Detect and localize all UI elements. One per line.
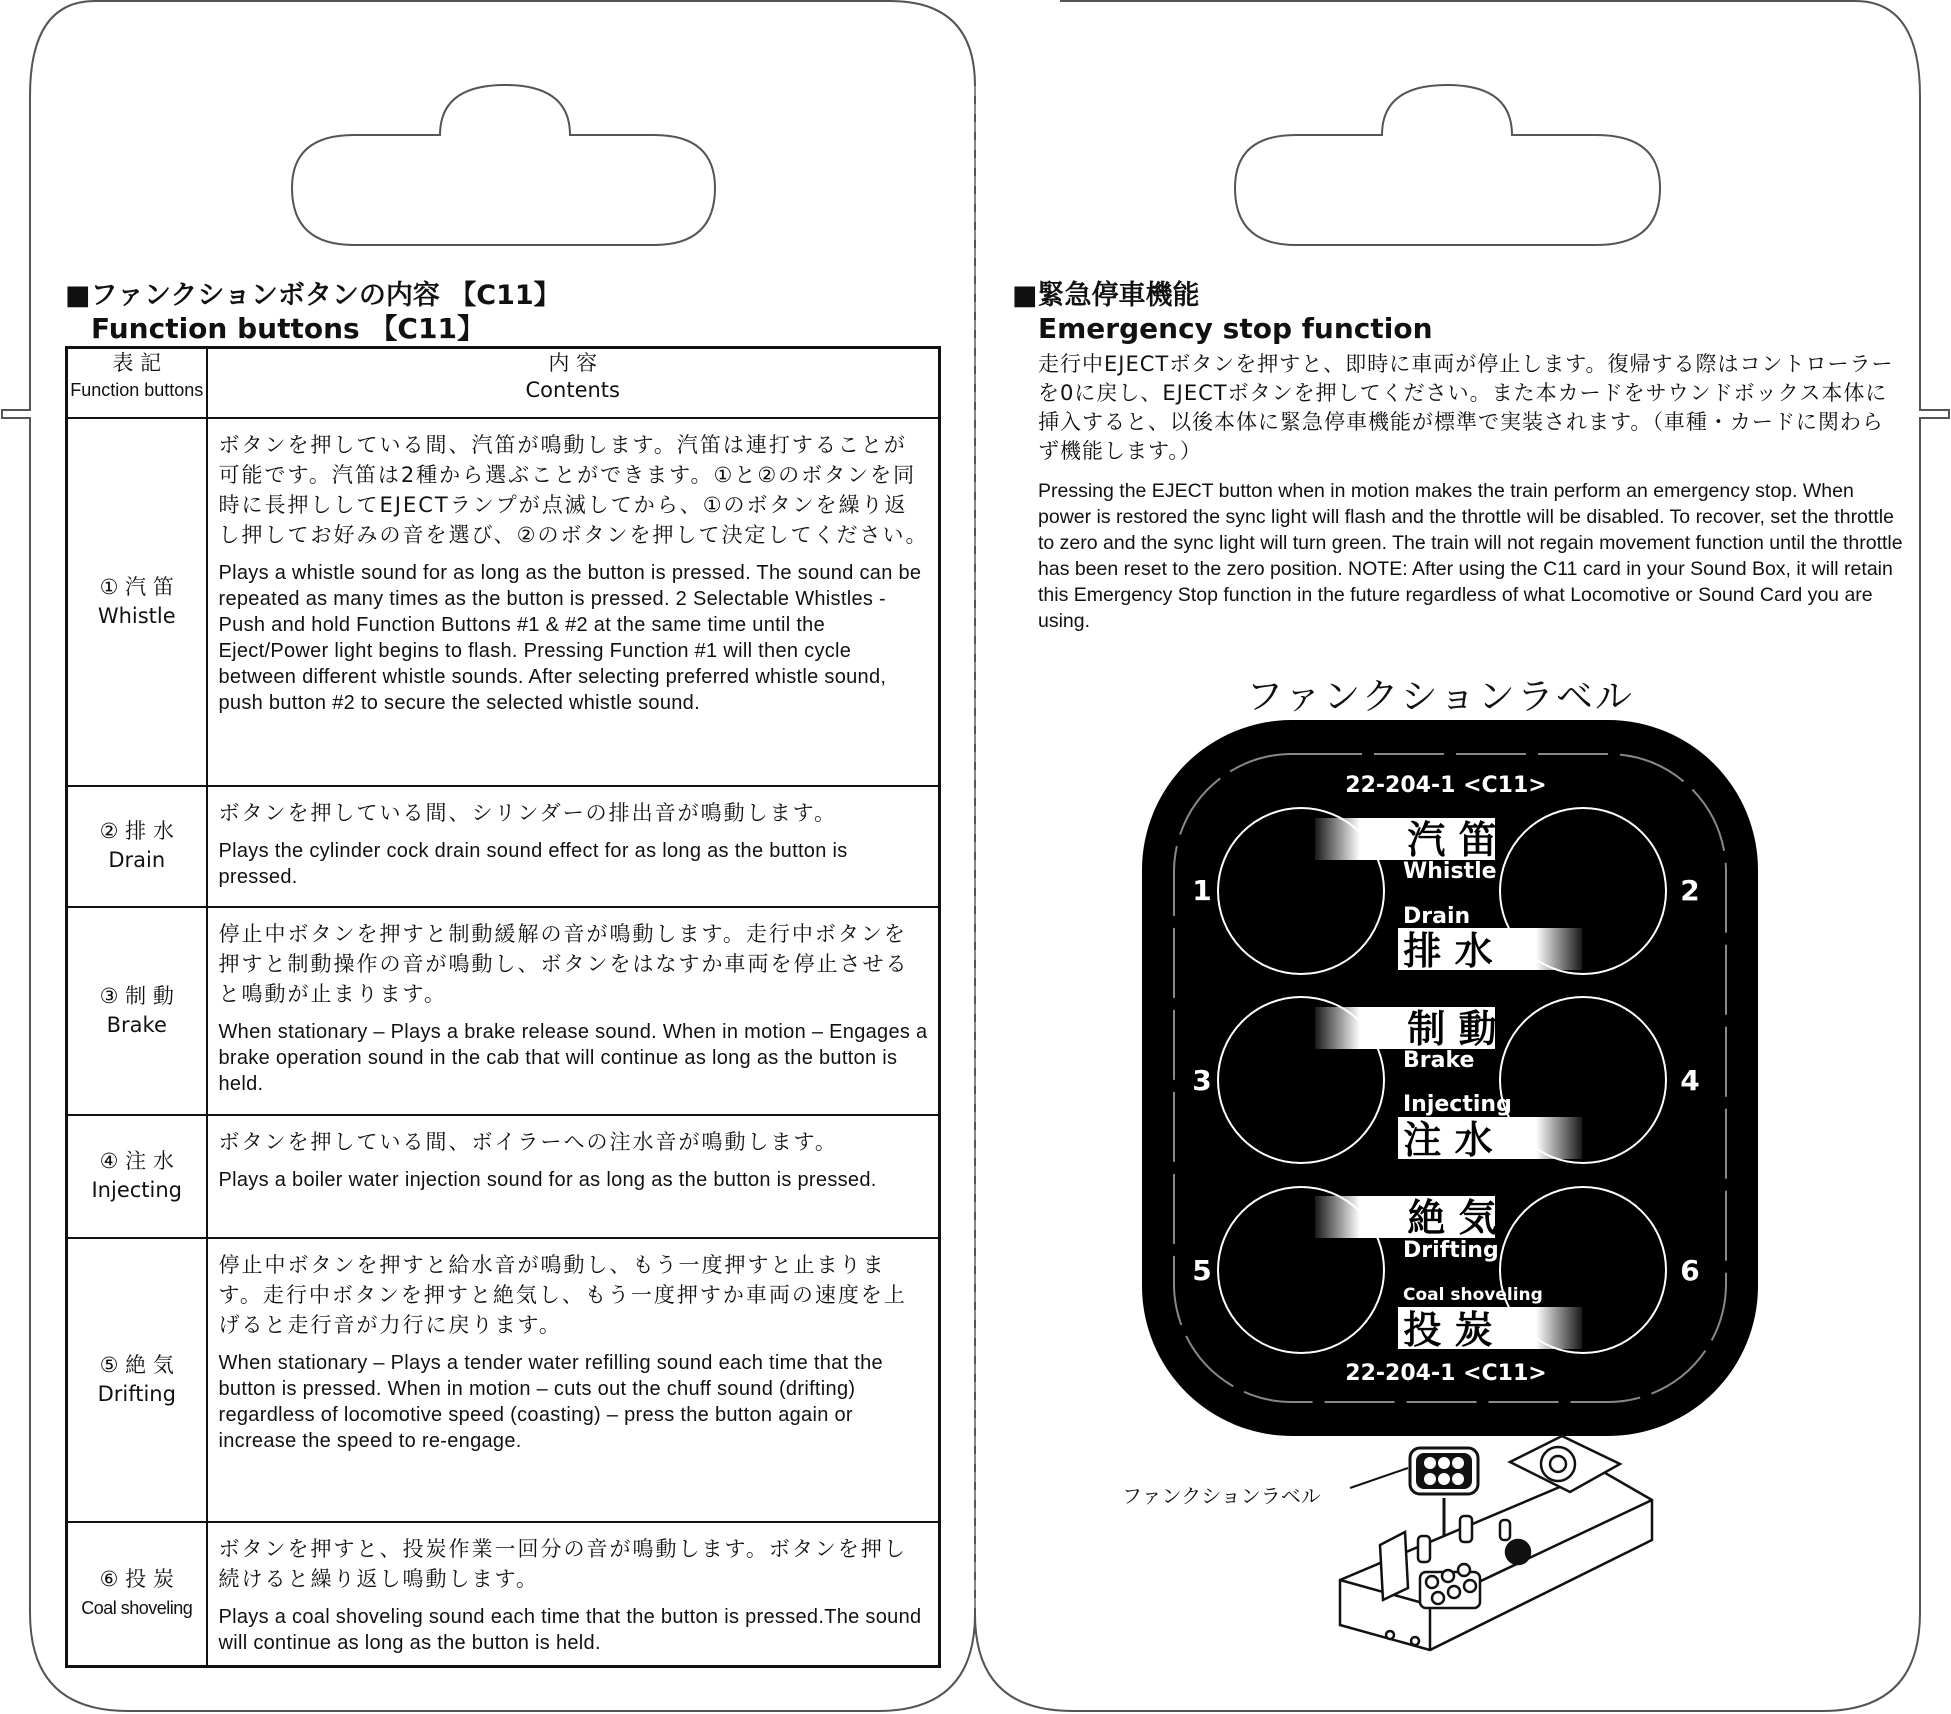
- table-row: [67, 418, 940, 786]
- label-en: Brake: [106, 1012, 167, 1037]
- row-label: [67, 1238, 207, 1522]
- label-jp: ② 排 水: [99, 819, 174, 843]
- button-number-6: 6: [1680, 1254, 1700, 1287]
- table-row: [67, 1238, 940, 1522]
- tag-kanji: 絶 気: [1407, 1196, 1497, 1240]
- table-row: [67, 1115, 940, 1238]
- table-row: [67, 907, 940, 1115]
- contents-en: Plays a boiler water injection sound for as long as the button is pressed.: [218, 1168, 877, 1191]
- row-label: [67, 786, 207, 907]
- tag-en: Coal shoveling: [1403, 1285, 1543, 1305]
- tag-kanji: 注 水: [1403, 1118, 1493, 1162]
- tag-en: Whistle: [1403, 859, 1497, 884]
- label-jp: ⑥ 投 炭: [99, 1566, 174, 1591]
- row-contents: [207, 786, 940, 907]
- row-contents: [207, 1522, 940, 1667]
- label-jp: ④ 注 水: [99, 1149, 174, 1173]
- contents-jp: ボタンを押している間、シリンダーの排出音が鳴動します。: [218, 800, 837, 825]
- contents-en: When stationary – Plays a tender water refilling sound each time that the button is pressed. When in motion – cuts out the chuff sound (drifting) regardless of locomotive speed (coasting) – press the button again or increase the speed to re-engage.: [218, 1351, 883, 1452]
- small-label-sticker: [1410, 1448, 1478, 1494]
- function-buttons-section: [65, 280, 561, 346]
- emergency-stop-section: [1012, 280, 1433, 346]
- button-number-1: 1: [1192, 874, 1212, 907]
- label-en: Drifting: [97, 1381, 176, 1406]
- contents-jp: ボタンを押している間、汽笛が鳴動します。汽笛は連打することが可能です。汽笛は2種から選ぶことができます。①と②のボタンを同時に長押ししてEJECTランプが点滅してから、①のボタンを繰り返し押してお好みの音を選び、②のボタンを押して決定してください。: [218, 432, 929, 547]
- emergency-heading-jp: ■緊急停車機能: [1012, 280, 1200, 311]
- emergency-text-en: Pressing the EJECT button when in motion makes the train perform an emergency stop. When power is restored the sync light will flash and the throttle will be disabled. To recover, set the throttle to zero and the sync light will turn green. The train will not regain movement function until the throttle has been reset to the zero position. NOTE: After using the C11 card in your Sound Box, it will retain this Emergency Stop function in the future regardless of what Locomotive or Sound Card you are using.: [1038, 480, 1903, 632]
- label-en: Coal shoveling: [81, 1597, 193, 1618]
- header-notation: [67, 348, 207, 418]
- header-contents-jp: 内 容: [548, 351, 598, 375]
- tag-en: Drifting: [1403, 1238, 1499, 1263]
- contents-jp: 停止中ボタンを押すと給水音が鳴動し、もう一度押すと止まります。走行中ボタンを押すと絶気し、もう一度押すか車両の速度を上げると走行音が力行に戻ります。: [218, 1252, 907, 1337]
- function-label-leader-text: ファンクションラベル: [1122, 1484, 1321, 1508]
- label-jp: ③ 制 動: [99, 983, 174, 1008]
- contents-en: When stationary – Plays a brake release sound. When in motion – Engages a brake operation sound in the cab that will continue as long as the button is held.: [218, 1020, 928, 1095]
- emergency-heading-en: Emergency stop function: [1038, 312, 1433, 345]
- tag-en: Brake: [1403, 1048, 1475, 1073]
- header-notation-jp: 表 記: [112, 351, 162, 375]
- button-number-3: 3: [1192, 1064, 1212, 1097]
- function-label-title: ファンクションラベル: [1246, 675, 1634, 718]
- contents-jp: 停止中ボタンを押すと制動緩解の音が鳴動します。走行中ボタンを押すと制動操作の音が鳴動し、ボタンをはなすか車両を停止させると鳴動が止まります。: [218, 921, 909, 1006]
- label-code-bottom: 22-204-1 <C11>: [1345, 1361, 1547, 1386]
- row-contents: [207, 1238, 940, 1522]
- label-code-top: 22-204-1 <C11>: [1345, 773, 1547, 798]
- function-buttons-heading-en: Function buttons 【C11】: [91, 312, 485, 345]
- sound-box-device: [1340, 1436, 1652, 1650]
- row-label: [67, 1115, 207, 1238]
- table-row: [67, 786, 940, 907]
- tag-kanji: 排 水: [1403, 929, 1493, 973]
- row-label: [67, 1522, 207, 1667]
- contents-en: Plays the cylinder cock drain sound effect for as long as the button is pressed.: [218, 839, 848, 888]
- header-notation-en: Function buttons: [70, 380, 204, 400]
- row-contents: [207, 418, 940, 786]
- tag-en: Drain: [1403, 904, 1471, 929]
- contents-en: Plays a coal shoveling sound each time that the button is pressed.The sound will continue as long as the button is held.: [218, 1605, 922, 1654]
- tag-kanji: 汽 笛: [1407, 818, 1497, 862]
- contents-en: Plays a whistle sound for as long as the button is pressed. The sound can be repeated as many times as the button is pressed. 2 Selectable Whistles - Push and hold Function Buttons #1 & #2 at the same time until the Eject/Power light begins to flash. Pressing Function #1 will then cycle between different whistle sounds. After selecting preferred whistle sound, push button #2 to secure the selected whistle sound.: [218, 561, 922, 714]
- contents-jp: ボタンを押すと、投炭作業一回分の音が鳴動します。ボタンを押し続けると繰り返し鳴動します。: [218, 1536, 907, 1591]
- function-buttons-heading-jp: ■ファンクションボタンの内容 【C11】: [65, 280, 561, 311]
- label-en: Whistle: [97, 603, 176, 628]
- contents-jp: ボタンを押している間、ボイラーへの注水音が鳴動します。: [218, 1129, 838, 1154]
- label-jp: ① 汽 笛: [99, 574, 174, 599]
- label-jp: ⑤ 絶 気: [99, 1352, 174, 1377]
- header-contents-en: Contents: [525, 378, 620, 402]
- function-buttons-table: [65, 346, 941, 1668]
- row-contents: [207, 1115, 940, 1238]
- button-number-4: 4: [1680, 1064, 1700, 1097]
- emergency-text-jp: 走行中EJECTボタンを押すと、即時に車両が停止します。復帰する際はコントローラーを0に戻し、EJECTボタンを押してください。また本カードをサウンドボックス本体に挿入すると、以後本体に緊急停車機能が標準で実装されます。（車種・カードに関わらず機能します。）: [1038, 352, 1894, 463]
- row-label: [67, 418, 207, 786]
- label-en: Injecting: [91, 1178, 182, 1202]
- tag-kanji: 投 炭: [1403, 1308, 1493, 1352]
- button-number-5: 5: [1192, 1254, 1212, 1287]
- row-contents: [207, 907, 940, 1115]
- function-label-figure: [1100, 710, 1860, 1700]
- tag-en: Injecting: [1403, 1092, 1512, 1117]
- tag-kanji: 制 動: [1407, 1007, 1497, 1051]
- table-header-row: [67, 348, 940, 418]
- row-label: [67, 907, 207, 1115]
- table-row: [67, 1522, 940, 1667]
- label-en: Drain: [108, 848, 166, 872]
- button-number-2: 2: [1680, 874, 1700, 907]
- header-contents: [207, 348, 940, 418]
